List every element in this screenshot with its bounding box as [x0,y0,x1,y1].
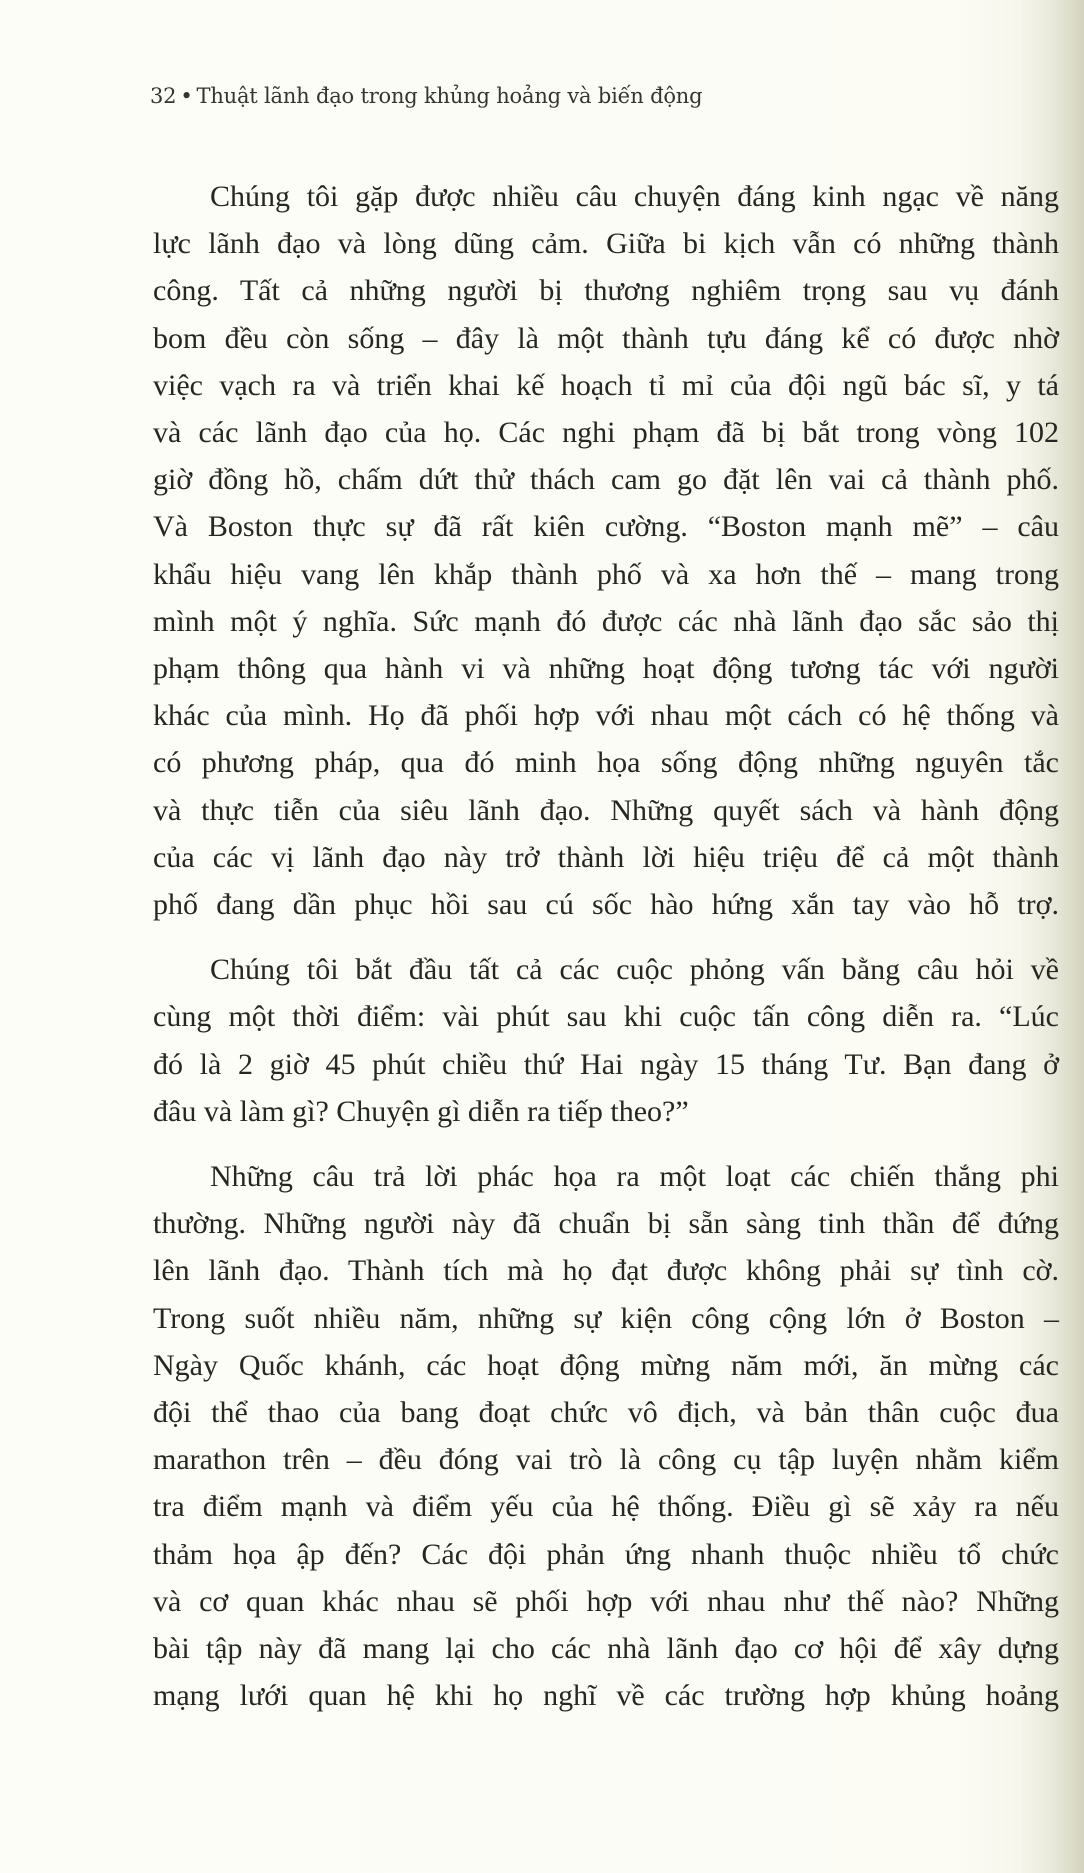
text-line: lực lãnh đạo và lòng dũng cảm. Giữa bi kịch vẫn có những thành [153,227,1059,261]
text-line: tra điểm mạnh và điểm yếu của hệ thống. Điều gì sẽ xảy ra nếu [153,1490,1059,1524]
page-number: 32 [150,84,177,108]
running-header [150,84,702,108]
text-line: có phương pháp, qua đó minh họa sống động những nguyên tắc [153,746,1059,780]
text-line: lên lãnh đạo. Thành tích mà họ đạt được không phải sự tình cờ. [153,1254,1059,1288]
text-line: phạm thông qua hành vi và những hoạt động tương tác với người [153,652,1059,686]
paragraph-1 [153,173,1059,928]
text-line: cùng một thời điểm: vài phút sau khi cuộc tấn công diễn ra. “Lúc [153,1000,1059,1034]
paragraph-2 [153,946,1059,1135]
text-line: thường. Những người này đã chuẩn bị sẵn sàng tinh thần để đứng [153,1207,1059,1241]
text-line: và thực tiễn của siêu lãnh đạo. Những quyết sách và hành động [153,793,1059,827]
text-line: Những câu trả lời phác họa ra một loạt các chiến thắng phi [210,1160,1059,1194]
text-line: của các vị lãnh đạo này trở thành lời hiệu triệu để cả một thành [153,840,1059,874]
text-line: khác của mình. Họ đã phối hợp với nhau một cách có hệ thống và [153,699,1059,733]
bullet-separator: • [180,84,193,108]
text-line: công. Tất cả những người bị thương nghiêm trọng sau vụ đánh [153,274,1059,308]
text-line: giờ đồng hồ, chấm dứt thử thách cam go đặt lên vai cả thành phố. [153,463,1059,497]
text-line: marathon trên – đều đóng vai trò là công cụ tập luyện nhằm kiểm [153,1443,1059,1477]
text-line: và cơ quan khác nhau sẽ phối hợp với nhau như thế nào? Những [153,1584,1059,1618]
text-line: mình một ý nghĩa. Sức mạnh đó được các nhà lãnh đạo sắc sảo thị [153,604,1059,638]
text-line: việc vạch ra và triển khai kế hoạch tỉ mỉ của đội ngũ bác sĩ, y tá [153,368,1059,402]
text-line: phố đang dần phục hồi sau cú sốc hào hứng xắn tay vào hỗ trợ. [153,888,1059,922]
text-line: Và Boston thực sự đã rất kiên cường. “Boston mạnh mẽ” – câu [153,510,1059,544]
text-line: mạng lưới quan hệ khi họ nghĩ về các trường hợp khủng hoảng [153,1679,1059,1713]
text-line: bom đều còn sống – đây là một thành tựu đáng kể có được nhờ [153,321,1059,355]
text-line: đó là 2 giờ 45 phút chiều thứ Hai ngày 15 tháng Tư. Bạn đang ở [153,1047,1059,1081]
paragraph-3 [153,1153,1059,1719]
text-line: Ngày Quốc khánh, các hoạt động mừng năm mới, ăn mừng các [153,1348,1059,1382]
text-line: Chúng tôi bắt đầu tất cả các cuộc phỏng vấn bằng câu hỏi về [210,953,1059,987]
text-line: bài tập này đã mang lại cho các nhà lãnh đạo cơ hội để xây dựng [153,1632,1059,1666]
text-line: và các lãnh đạo của họ. Các nghi phạm đã bị bắt trong vòng 102 [153,416,1059,450]
text-line: thảm họa ập đến? Các đội phản ứng nhanh thuộc nhiều tổ chức [153,1537,1059,1571]
text-line: đâu và làm gì? Chuyện gì diễn ra tiếp theo?” [153,1094,689,1128]
text-line: Trong suốt nhiều năm, những sự kiện công cộng lớn ở Boston – [153,1301,1059,1335]
text-line: Chúng tôi gặp được nhiều câu chuyện đáng kinh ngạc về năng [210,180,1059,213]
book-title: Thuật lãnh đạo trong khủng hoảng và biến động [196,84,703,108]
text-line: đội thể thao của bang đoạt chức vô địch, và bản thân cuộc đua [153,1396,1059,1430]
body-text [153,173,1059,1738]
text-line: khẩu hiệu vang lên khắp thành phố và xa hơn thế – mang trong [153,557,1059,591]
